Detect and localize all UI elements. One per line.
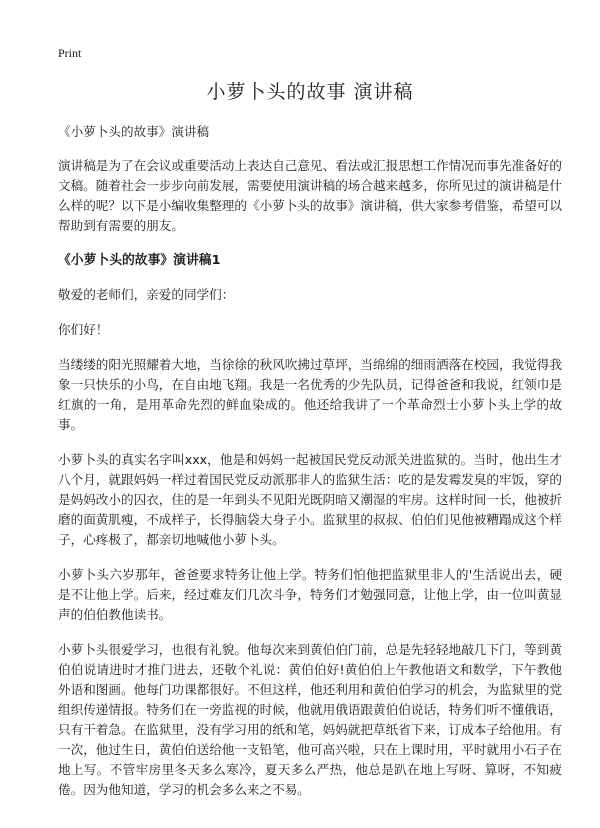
body-paragraph: 当缕缕的阳光照耀着大地，当徐徐的秋风吹拂过草坪，当绵绵的细雨洒落在校园，我觉得我象一只快乐的小鸟，在自由地飞翔。我是一名优秀的少先队员，记得爸爸和我说，红领巾是红旗的一角，是用革命先烈的鲜血染成的。他还给我讲了一个革命烈士小萝卜头上学的故事。: [58, 357, 562, 432]
body-paragraph: 小萝卜头六岁那年，爸爸要求特务让他上学。特务们怕他把监狱里非人的'生活说出去，硬是不让他上学。后来，经过难友们几次斗争，特务们才勉强同意，让他上学，由一位叫黄显声的伯伯教他读书。: [58, 567, 562, 622]
body-paragraph: 小萝卜头的真实名字叫xxx，他是和妈妈一起被国民党反动派关进监狱的。当时，他出生才八个月，就跟妈妈一样过着国民党反动派那非人的监狱生活：吃的是发霉发臭的牢饭，穿的是妈妈改小的囚衣，住的是一年到头不见阳光既阴暗又潮湿的牢房。这样时间一长，他被折磨的面黄肌瘦，不成样子，长得脑袋大身子小。监狱里的叔叔、伯伯们见他被糟蹋成这个样子，心疼极了，都亲切地喊他小萝卜头。: [58, 452, 562, 547]
salutation: 敬爱的老师们，亲爱的同学们：: [58, 287, 235, 302]
print-label[interactable]: Print: [58, 46, 82, 60]
section-heading: 《小萝卜头的故事》演讲稿1: [58, 253, 221, 268]
intro-paragraph: 演讲稿是为了在会议或重要活动上表达自己意见、看法或汇报思想工作情况而事先准备好的文稿。随着社会一步步向前发展，需要使用演讲稿的场合越来越多，你所见过的演讲稿是什么样的呢？以下是小编收集整理的《小萝卜头的故事》演讲稿，供大家参考借鉴，希望可以帮助到有需要的朋友。: [58, 158, 562, 233]
document-subtitle: 《小萝卜头的故事》演讲稿: [58, 124, 210, 139]
greeting: 你们好！: [58, 322, 109, 337]
page-title: 小萝卜头的故事 演讲稿: [206, 81, 414, 103]
body-paragraph: 小萝卜头很爱学习，也很有礼貌。他每次来到黄伯伯门前，总是先轻轻地敲几下门，等到黄伯伯说请进时才推门进去，还敬个礼说：黄伯伯好!黄伯伯上午教他语文和数学，下午教他外语和图画。他每门功课都很好。不但这样，他还利用和黄伯伯学习的机会，为监狱里的党组织传递情报。特务们在一旁监视的时候，他就用俄语跟黄伯伯说话，特务们听不懂俄语，只有干着急。在监狱里，没有学习用的纸和笔，妈妈就把草纸省下来，订成本子给他用。有一次，他过生日，黄伯伯送给他一支铅笔，他可高兴啦，只在上课时用，平时就用小石子在地上写。不管牢房里冬天多么寒冷，夏天多么严热，他总是趴在地上写呀、算呀，不知疲倦。因为他知道，学习的机会多么来之不易。: [58, 642, 562, 797]
